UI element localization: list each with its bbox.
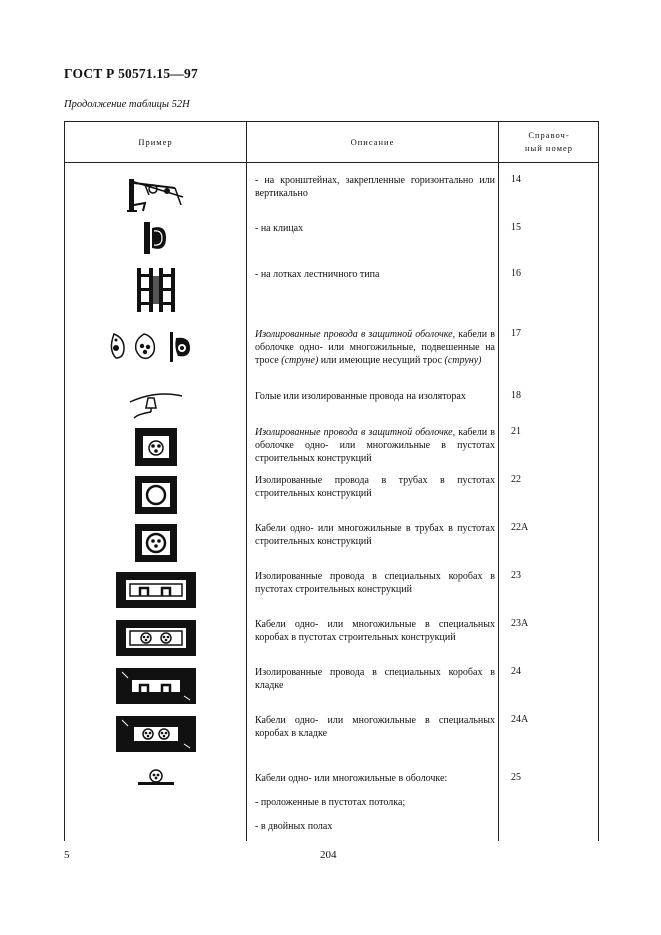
row-description-part: или имеющие несущий трос [318,355,445,366]
insulator-symbol-icon [65,388,247,420]
row-reference-number: 18 [511,390,521,401]
row-description-italic-part: (струне) [281,355,319,366]
row-description [255,328,495,367]
bracket-symbol-icon [65,175,247,215]
ladder-tray-symbol-icon [65,266,247,314]
row-reference-number: 24 [511,666,521,677]
row-description-part: кабели в оболочке одно- или многожильные, подвешенные на тросе [255,329,495,366]
trunking-in-masonry-symbol-icon [65,666,247,706]
row-description: Изолированные провода в специальных коробах в пустотах строительных конструкций [255,571,495,595]
row-description: - на клицах [255,223,304,234]
column-header-reference-line1: Справоч- [528,130,570,140]
row-description-italic-part: Изолированные провода в защитной оболочке, [255,329,456,340]
row-reference-number: 15 [511,222,521,233]
row-description-italic-part: (струну) [444,355,482,366]
cable-in-void-symbol-icon [65,426,247,468]
row-description-italic-part: Изолированные провода в защитной оболочке, [255,427,456,438]
cable-trunking-in-masonry-symbol-icon [65,714,247,754]
row-reference-number: 23 [511,570,521,581]
row-description [255,426,495,465]
row-reference-number: 25 [511,772,521,783]
row-description-part: кабели в оболочке одно- или многожильные в пустотах строительных конструкций [255,427,495,464]
row-reference-number: 23А [511,618,529,629]
conduit-in-void-symbol-icon [65,474,247,516]
row-reference-number: 22 [511,474,521,485]
messenger-wire-symbol-icon [65,330,247,362]
row-reference-number: 22А [511,522,529,533]
symbol-table [64,121,599,841]
row-reference-number: 14 [511,174,521,185]
row-description: - на кронштейнах, закрепленные горизонтально или вертикально [255,175,495,199]
document-header: ГОСТ Р 50571.15—97 [64,66,198,81]
table-continuation-caption: Продолжение таблицы 52Н [64,99,190,110]
row-reference-number: 17 [511,328,521,339]
row-reference-number: 21 [511,426,521,437]
row-description: Кабели одно- или многожильные в оболочке: [255,773,448,784]
row-description: Кабели одно- или многожильные в специальных коробах в кладке [255,715,495,739]
column-header-reference [499,122,599,162]
column-header-reference-line2: ный номер [525,143,573,153]
row-description-sub-item: - проложенные в пустотах потолка; [255,797,406,808]
cable-trunking-in-void-symbol-icon [65,618,247,658]
row-description-sub-item: - в двойных полах [255,821,333,832]
row-description: - на лотках лестничного типа [255,269,380,280]
page-number: 204 [320,849,337,861]
trunking-in-void-symbol-icon [65,570,247,610]
row-reference-number: 16 [511,268,521,279]
cable-conduit-in-void-symbol-icon [65,522,247,564]
row-description: Изолированные провода в специальных коробах в кладке [255,667,495,691]
footer-left-number: 5 [64,849,70,861]
row-description: Голые или изолированные провода на изоляторах [255,391,466,402]
row-reference-number: 24А [511,714,529,725]
row-description: Изолированные провода в трубах в пустотах строительных конструкций [255,475,495,499]
cleat-symbol-icon [65,220,247,256]
column-header-description: Описание [350,136,395,147]
ceiling-void-cable-symbol-icon [65,766,247,788]
column-header-example: Пример [138,136,173,147]
row-description: Кабели одно- или многожильные в трубах в пустотах строительных конструкций [255,523,495,547]
row-description: Кабели одно- или многожильные в специальных коробах в пустотах строительных конструкций [255,619,495,643]
